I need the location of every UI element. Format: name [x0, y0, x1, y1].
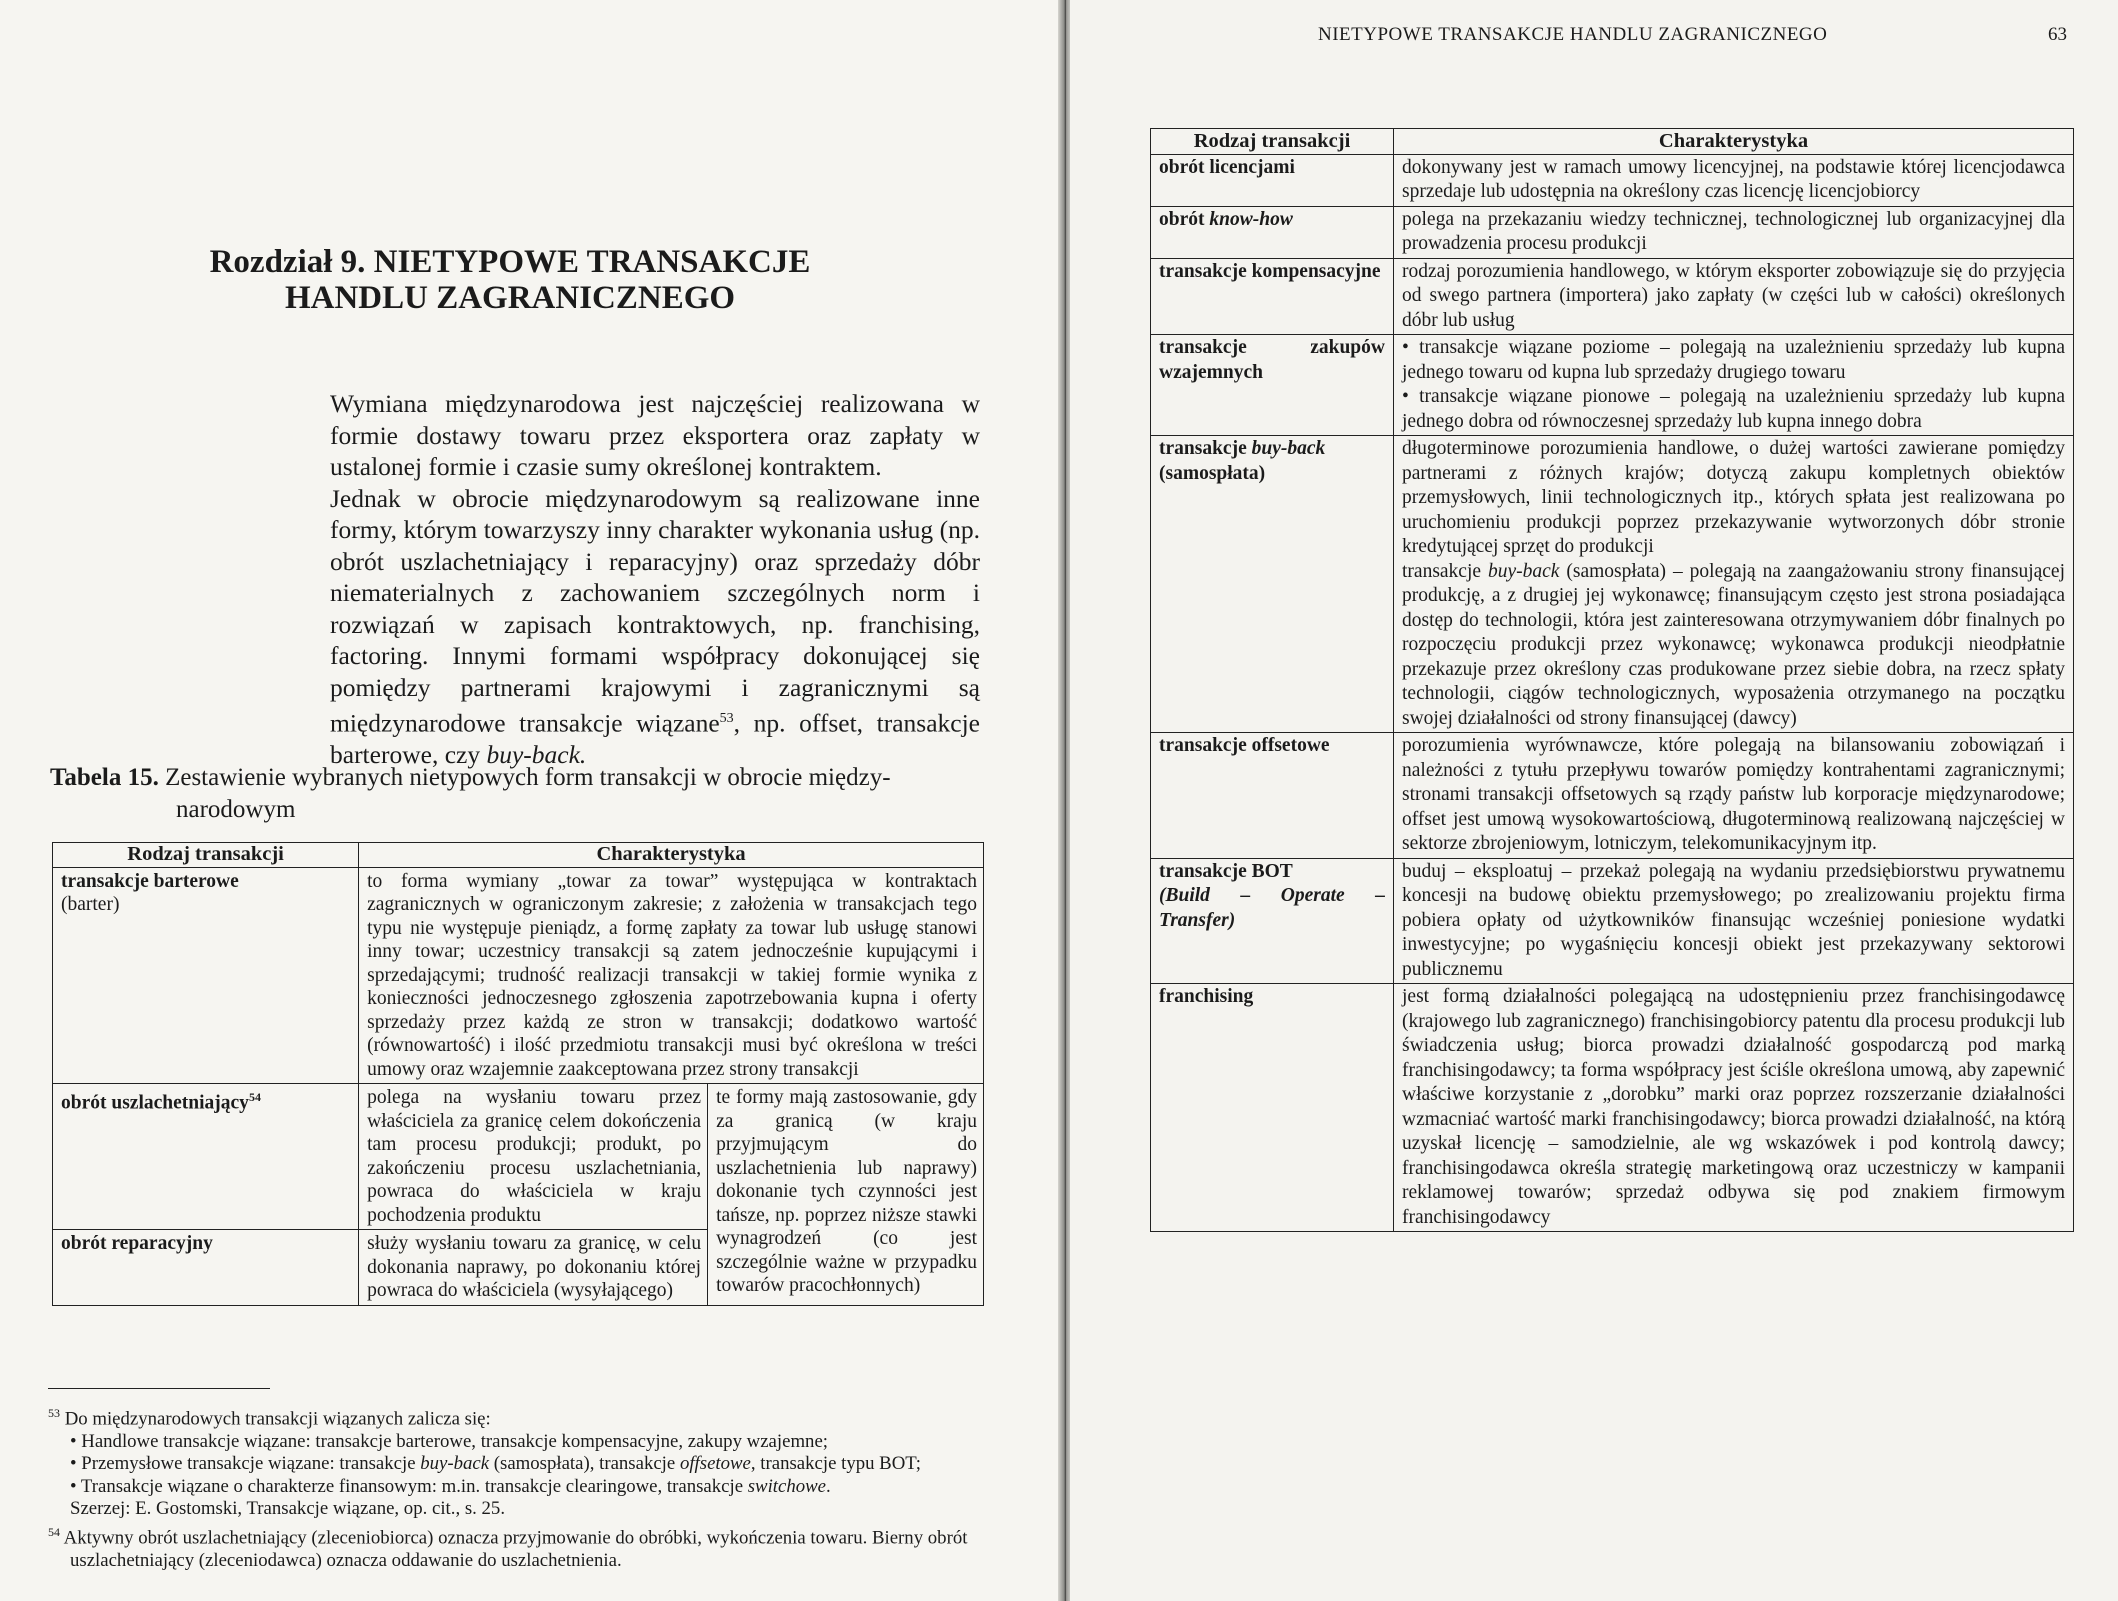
desc-text: (samospłata) – polegają na zaangażowaniu strony finansującej produkcję, a z drugiej jej wykonawcę; finansującym często jest strona posiadająca dostęp do technologii, która jest zainteresowana otrzymywaniem dóbr finalnych po rozpoczęciu produkcji przez wykonawcę; wykonawca produkcji nieodpłatnie przekazuje przez określony czas produkowane przez siebie dobra, na rzecz spłaty technologii, ciągów technologicznych, wyposażenia otrzymanego na początku swojej działalności od strony finansującej (dawcy) [1402, 560, 2065, 729]
fn-italic: buy-back [420, 1453, 490, 1475]
type-text: transakcje [1159, 438, 1252, 459]
row-description: porozumienia wyrównawcze, które polegają na bilansowaniu zobowiązań i należności z tytułu przepływu towarów pomiędzy kontrahentami zagranicznymi; stronami transakcji offsetowych są rządy państw lub korporacje międzynarodowe; offset jest umową wysokowartościową, długoterminową realizowaną najczęściej w sektorze zbrojeniowym, lotniczym, telekomunikacyjnym itp. [1394, 733, 2074, 859]
table-row [1151, 206, 2074, 258]
row-type: obrót licencjami [1151, 154, 1394, 206]
footnote-text: Aktywny obrót uszlachetniający (zleceniobiorca) oznacza przyjmowanie do obróbki, wykończenia towaru. Bierny obrót uszlachetniający (zleceniodawca) oznacza oddawanie do uszlachetnienia. [60, 1527, 968, 1571]
table-row [1151, 984, 2074, 1232]
row-type: transakcje offsetowe [1151, 733, 1394, 859]
description-part-2 [1402, 560, 2065, 732]
table-row [53, 867, 984, 1084]
type-sub: (samospłata) [1159, 462, 1266, 484]
fn-italic: switchowe [747, 1475, 826, 1497]
table-row [1151, 733, 2074, 859]
row-description: polega na wysłaniu towaru przez właściciela za granicę celem dokończenia tam procesu produkcji; produkt, po zakończeniu procesu uszlachetniania, powraca do właściciela w kraju pochodzenia produktu [359, 1084, 708, 1230]
type-italic: (Build – Operate – Transfer) [1159, 885, 1385, 931]
table-15 [52, 842, 984, 1306]
footnote-bullet [48, 1476, 988, 1499]
intro-paragraph-2 [330, 483, 980, 771]
row-description: rodzaj porozumienia handlowego, w którym eksporter zobowiązuje się do przyjęcia od swego partnera (importera) jako zapłaty (w części lub w całości) określonych dóbr lub usług [1394, 258, 2074, 335]
type-italic: buy-back [1251, 438, 1326, 459]
bullet-list [1402, 336, 2065, 434]
footnote-54 [48, 1521, 988, 1572]
type-name [61, 1086, 352, 1115]
intro-p2-tail: , np. offset, transakcje barterowe, czy [330, 708, 980, 769]
footnote-ref-54: 54 [248, 1090, 261, 1104]
header-type: Rodzaj transakcji [53, 843, 359, 868]
row-description: buduj – eksploatuj – przekaż polegają na wydaniu przedsiębiorstwu prywatnemu koncesji na budowę obiektu przemysłowego; po zrealizowaniu projektu firma pobiera opłaty od użytkowników finansując wcześniej poniesione wydatki inwestycyjne; po wygaśnięciu koncesji obiekt jest przekazywany sektorowi publicznemu [1394, 858, 2074, 984]
row-type [53, 1230, 359, 1306]
intro-paragraph-1: Wymiana międzynarodowa jest najczęściej realizowana w formie dostawy towaru przez eksportera oraz zapłaty w ustalonej formie i czasie sumy określonej kontraktem. [330, 389, 980, 481]
row-description [1394, 335, 2074, 436]
desc-text: transakcje [1402, 560, 1488, 582]
chapter-title-line1: Rozdział 9. NIETYPOWE TRANSAKCJE [209, 244, 811, 280]
fn-text: • Transakcje wiązane o charakterze finansowym: m.in. transakcje clearingowe, transakcje [70, 1475, 748, 1497]
table-row [1151, 154, 2074, 206]
row-description [1394, 436, 2074, 733]
list-item: • transakcje wiązane poziome – polegają na uzależnieniu sprzedaży lub kupna jednego towaru od kupna lub sprzedaży drugiego towaru [1402, 336, 2065, 385]
table-row [1151, 335, 2074, 436]
fn-text: (samospłata), transakcje [489, 1453, 680, 1475]
table-caption-line1: Zestawienie wybranych nietypowych form transakcji w obrocie między- [158, 764, 891, 791]
chapter-title-line2: HANDLU ZAGRANICZNEGO [284, 280, 736, 316]
row-type [1151, 206, 1394, 258]
desc-italic: buy-back [1487, 560, 1560, 582]
footnote-number: 54 [48, 1524, 60, 1539]
header-characteristics: Charakterystyka [359, 843, 984, 868]
chapter-title [160, 244, 860, 316]
table-row [1151, 258, 2074, 335]
header-type: Rodzaj transakcji [1151, 129, 1394, 155]
table-header-row [1151, 129, 2074, 155]
running-head: NIETYPOWE TRANSAKCJE HANDLU ZAGRANICZNEGO [1318, 24, 1828, 45]
footnote-divider [48, 1388, 270, 1389]
description-part-1: długoterminowe porozumienia handlowe, o dużej wartości zawierane pomiędzy partnerami z różnych krajów; dotyczą zakupu kompletnych obiektów przemysłowych, linii technologicznych itp., których spłata jest realizowana po uruchomieniu produkcji poprzez przekazywanie wytworzonych dóbr stronie kredytującej sprzęt do produkcji [1402, 438, 2065, 557]
row-description: jest formą działalności polegającą na udostępnieniu przez franchisingodawcę (krajowego lub zagranicznego) franchisingobiorcy patentu dla procesu produkcji lub świadczenia usług; biorca prowadzi działalność gospodarczą pod marką franchisingodawcy; ta forma współpracy jest ściśle określona umową, aby zapewnić właściwe korzystanie z „dorobku” marki oraz poprzez rozszerzanie działalności wzmacniać wartość marki franchisingodawcy; biorca prowadzi działalność, na którą uzyskał licencję – samodzielnie, ale wg wskazówek i pod kontrolą dawcy; franchisingodawca określa strategię marketingową oraz uczestniczy w kampanii reklamowej towarów; sprzedaż odbywa się pod znakiem firmowym franchisingodawcy [1394, 984, 2074, 1232]
shared-description: te formy mają zastosowanie, gdy za granicą (w kraju przyjmującym do uszlachetnienia lub naprawy) dokonanie tych czynności jest tańsze, np. poprzez niższe stawki wynagrodzeń (co jest szczególnie ważne w przypadku towarów pracochłonnych) [708, 1084, 984, 1306]
row-type [53, 867, 359, 1084]
footnote-source: Szerzej: E. Gostomski, Transakcje wiązane, op. cit., s. 25. [70, 1498, 506, 1520]
fn-text: . [826, 1475, 831, 1497]
table-caption [50, 762, 990, 826]
table-header-row [53, 843, 984, 868]
list-item: • transakcje wiązane pionowe – polegają na uzależnieniu sprzedaży lub kupna jednego dobra od równoczesnej sprzedaży lub kupna innego dobra [1402, 385, 2065, 434]
type-text: obrót [1159, 208, 1210, 230]
table-caption-label: Tabela 15. [50, 764, 159, 791]
table-15-continued [1150, 128, 2074, 1232]
row-type [1151, 858, 1394, 984]
footnote-text: Do międzynarodowych transakcji wiązanych zalicza się: [60, 1408, 491, 1430]
row-description: służy wysłaniu towaru za granicę, w celu dokonania naprawy, po dokonaniu której powraca do właściciela (wysyłającego) [359, 1230, 708, 1306]
table-row [53, 1084, 984, 1230]
table-row [1151, 858, 2074, 984]
footnote-ref-53: 53 [719, 711, 734, 726]
table-caption-line2: narodowym [176, 796, 296, 823]
row-description: to forma wymiany „towar za towar” występująca w kontraktach zagranicznych w ograniczonym zakresie; z założenia w transakcjach tego typu nie występuje pieniądz, a formę zapłaty za towar lub usługę stanowi inny towar; uczestnicy transakcji są zatem jednocześnie kupującymi i sprzedającymi; trudność realizacji transakcji w takiej formie wynika z konieczności jednoczesnego zgłoszenia zapotrzebowania kupna i oferty sprzedaży przez każdą ze stron w transakcji; dodatkowo wartość (równowartość) i ilość przedmiotu transakcji musi być określona w treści umowy oraz wzajemnie zaakceptowana przez strony transakcji [359, 867, 984, 1084]
type-italic: know-how [1209, 208, 1293, 230]
type-name: transakcje barterowe [61, 870, 239, 892]
type-sub: (barter) [61, 894, 120, 915]
row-type: transakcje kompensacyjne [1151, 258, 1394, 335]
row-description: dokonywany jest w ramach umowy licencyjnej, na podstawie której licencjodawca sprzedaje lub udostępnia na określony czas licencję licencjobiorcy [1394, 154, 2074, 206]
footnote-number: 53 [48, 1406, 60, 1420]
footnote-bullet: • Handlowe transakcje wiązane: transakcje barterowe, transakcje kompensacyjne, zakupy wzajemne; [70, 1430, 828, 1452]
footnote-bullet [48, 1453, 988, 1476]
fn-text: • Przemysłowe transakcje wiązane: transakcje [70, 1453, 421, 1475]
type-name: obrót reparacyjny [61, 1233, 213, 1254]
intro-p2-body: Jednak w obrocie międzynarodowym są realizowane inne formy, którym towarzyszy inny charakter wykonania usług (np. obrót uszlachetniający i reparacyjny) oraz sprzedaży dóbr niematerialnych z zachowaniem szczególnych norm i rozwiązań w zapisach kontraktowych, np. franchising, factoring. Innymi formami współpracy dokonującej się pomiędzy partnerami krajowymi i zagranicznymi są międzynarodowe transakcje wiązane [330, 483, 980, 738]
row-type [53, 1084, 359, 1230]
type-name-text: obrót uszlachetniający [61, 1092, 249, 1114]
intro-p2-italic: buy-back. [486, 740, 587, 769]
row-type [1151, 436, 1394, 733]
intro-text [330, 388, 980, 771]
fn-text: , transakcje typu BOT; [750, 1453, 921, 1475]
header-characteristics: Charakterystyka [1394, 129, 2074, 155]
row-type: transakcje zakupów wzajemnych [1151, 335, 1394, 436]
page-number: 63 [2048, 24, 2067, 45]
table-row [1151, 436, 2074, 733]
type-text: transakcje BOT [1159, 860, 1293, 882]
footnote-53 [48, 1402, 988, 1431]
row-type: franchising [1151, 984, 1394, 1232]
fn-italic: offsetowe [679, 1453, 751, 1475]
footnotes [48, 1402, 988, 1572]
row-description: polega na przekazaniu wiedzy technicznej, technologicznej lub organizacyjnej dla prowadzenia procesu produkcji [1394, 206, 2074, 258]
